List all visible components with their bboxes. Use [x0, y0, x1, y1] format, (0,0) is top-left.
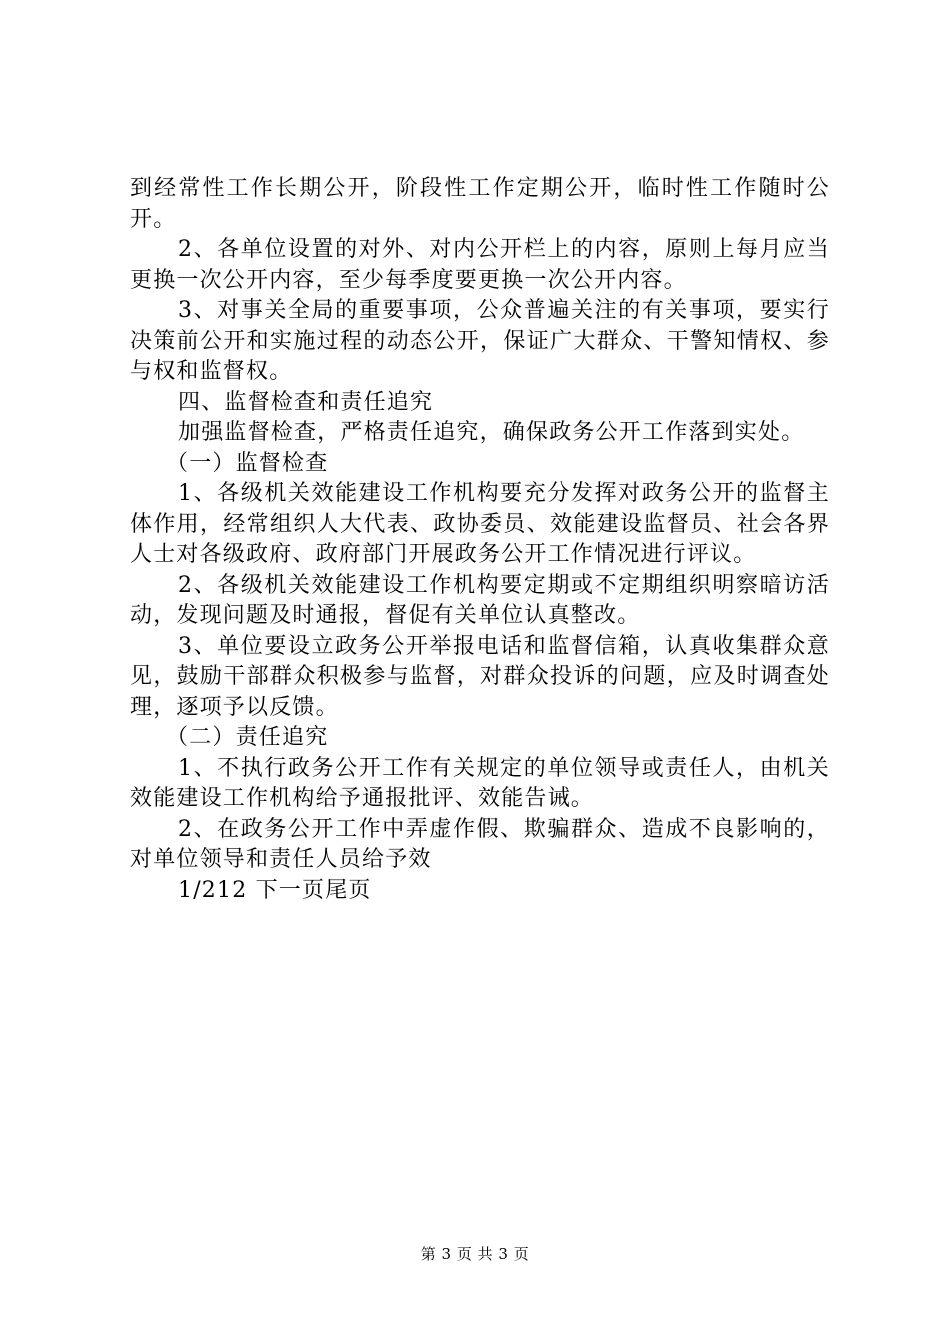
- section-heading-supervision-accountability: 四、监督检查和责任追究: [178, 389, 434, 415]
- paragraph-item-3: 3、对事关全局的重要事项，公众普遍关注的有关事项，要实行决策前公开和实施过程的动态公开，保证广大群众、干警知情权、参与权和监督权。: [130, 298, 830, 384]
- page-footer: 第 3 页 共 3 页: [420, 1245, 530, 1263]
- subsection-heading-supervision: （一）监督检查: [166, 450, 329, 476]
- paragraph-section-intro: 加强监督检查，严格责任追究，确保政务公开工作落到实处。: [178, 420, 805, 445]
- paragraph-supervision-2: 2、各级机关效能建设工作机构要定期或不定期组织明察暗访活动，发现问题及时通报，督促有关单位认真整改。: [130, 572, 830, 628]
- paragraph-supervision-3: 3、单位要设立政务公开举报电话和监督信箱，认真收集群众意见，鼓励干部群众积极参与监督，对群众投诉的问题，应及时调查处理，逐项予以反馈。: [130, 633, 830, 720]
- paragraph-item-2: 2、各单位设置的对外、对内公开栏上的内容，原则上每月应当更换一次公开内容，至少每季度要更换一次公开内容。: [130, 237, 830, 293]
- paragraph-accountability-1: 1、不执行政务公开工作有关规定的单位领导或责任人，由机关效能建设工作机构给予通报批评、效能告诫。: [130, 755, 830, 811]
- paragraph-accountability-2: 2、在政务公开工作中弄虚作假、欺骗群众、造成不良影响的，对单位领导和责任人员给予效: [130, 816, 830, 872]
- subsection-heading-accountability: （二）责任追究: [166, 725, 329, 750]
- paragraph-supervision-1: 1、各级机关效能建设工作机构要充分发挥对政务公开的监督主体作用，经常组织人大代表、政协委员、效能建设监督员、社会各界人士对各级政府、政府部门开展政务公开工作情况进行评议。: [130, 481, 830, 567]
- document-body: [130, 174, 830, 906]
- pagination-links[interactable]: 1/212 下一页尾页: [178, 877, 372, 903]
- paragraph-continuation: 到经常性工作长期公开，阶段性工作定期公开，临时性工作随时公开。: [130, 176, 830, 232]
